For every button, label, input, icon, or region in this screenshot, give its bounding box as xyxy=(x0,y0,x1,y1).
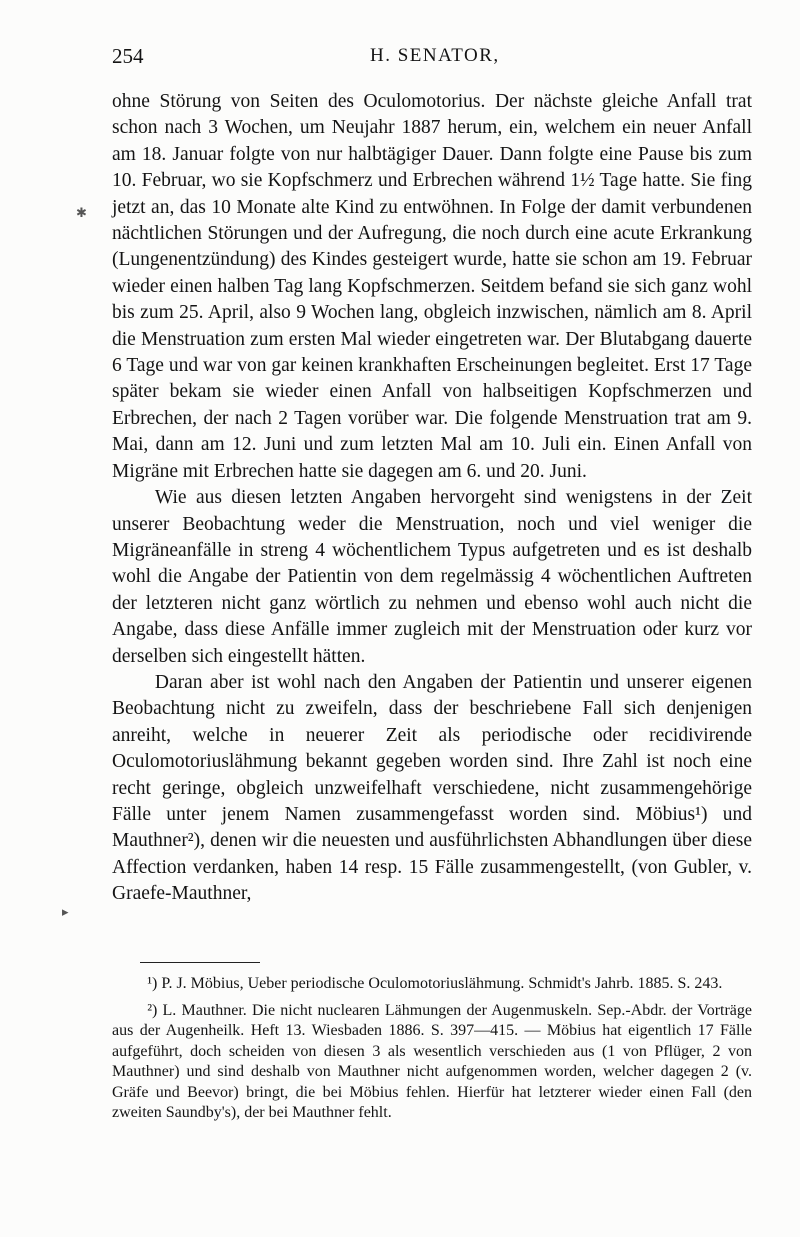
paragraph: Daran aber ist wohl nach den Angaben der Patientin und unserer eigenen Beobachtung nicht zu zweifeln, dass der beschriebene Fall sich denjenigen anreiht, welche in neuerer Zeit als periodische oder recidivirende Oculomotoriuslähmung bekannt gegeben worden sind. Ihre Zahl ist noch eine recht geringe, obgleich unzweifelhaft verschiedene, nicht zusammengehörige Fälle unter jenem Namen zusammengefasst worden sind. Möbius¹) und Mauthner²), denen wir die neuesten und ausführlichsten Abhandlungen über diese Affection verdanken, haben 14 resp. 15 Fälle zusammengestellt, (von Gubler, v. Graefe-Mauthner, xyxy=(112,671,752,905)
footnote: ²) L. Mauthner. Die nicht nuclearen Lähmungen der Augenmuskeln. Sep.-Abdr. der Vorträge aus der Augenheilk. Heft 13. Wiesbaden 1886. S. 397—415. — Möbius hat eigentlich 17 Fälle aufgeführt, doch scheiden von diesen 3 als wesentlich verschieden aus (1 von Pflüger, 2 von Mauthner) und sind deshalb von Mauthner nicht aufgenommen worden, welcher dagegen 2 (v. Gräfe und Beevor) bringt, die bei Möbius fehlen. Hierfür hat letzterer wieder einen Fall (den zweiten Saundby's), der bei Mauthner fehlt. xyxy=(112,1001,752,1121)
paragraph: ohne Störung von Seiten des Oculomotorius. Der nächste gleiche Anfall trat schon nach 3 Wochen, um Neujahr 1887 herum, ein, welchem ein neuer Anfall am 18. Januar folgte von nur halbtägiger Dauer. Dann folgte eine Pause bis zum 10. Februar, wo sie Kopfschmerz und Erbrechen während 1½ Tage hatte. Sie fing jetzt an, das 10 Monate alte Kind zu entwöhnen. In Folge der damit verbundenen nächtlichen Störungen und der Aufregung, die noch durch eine acute Erkrankung (Lungenentzündung) des Kindes gesteigert wurde, hatte sie schon am 19. Februar wieder einen halben Tag lang Kopfschmerzen. Seitdem befand sie sich ganz wohl bis zum 25. April, also 9 Wochen lang, obgleich inzwischen, nämlich am 8. April die Menstruation zum ersten Mal wieder eingetreten war. Der Blutabgang dauerte 6 Tage und war von gar keinen krankhaften Erscheinungen begleitet. Erst 17 Tage später bekam sie wieder einen Anfall von halbseitigen Kopfschmerzen und Erbrechen, der nach 2 Tagen vorüber war. Die folgende Menstruation trat am 9. Mai, dann am 12. Juni und zum letzten Mal am 10. Juli ein. Einen Anfall von Migräne mit Erbrechen hatte sie dagegen am 6. und 20. Juni. xyxy=(112,91,752,482)
running-head: H. SENATOR, xyxy=(370,45,500,66)
paragraph: Wie aus diesen letzten Angaben hervorgeht sind wenigstens in der Zeit unserer Beobachtung weder die Menstruation, noch und viel weniger die Migräneanfälle in streng 4 wöchentlichem Typus aufgetreten und es ist deshalb wohl die Angabe der Patientin von dem regelmässig 4 wöchentlichen Auftreten der letzteren nicht ganz wörtlich zu nehmen und ebenso wohl auch nicht die Angabe, dass diese Anfälle immer zugleich mit der Menstruation oder kurz vor derselben sich eingestellt hätten. xyxy=(112,487,752,667)
footnote-divider xyxy=(140,962,260,963)
page-header xyxy=(112,44,752,74)
footnotes xyxy=(112,974,752,1130)
margin-mark-icon: ▸ xyxy=(62,905,69,920)
page-number: 254 xyxy=(112,44,144,68)
body-text xyxy=(112,89,752,908)
footnote: ¹) P. J. Möbius, Ueber periodische Oculomotoriuslähmung. Schmidt's Jahrb. 1885. S. 243. xyxy=(147,975,723,992)
margin-mark-icon: ✱ xyxy=(76,206,87,221)
